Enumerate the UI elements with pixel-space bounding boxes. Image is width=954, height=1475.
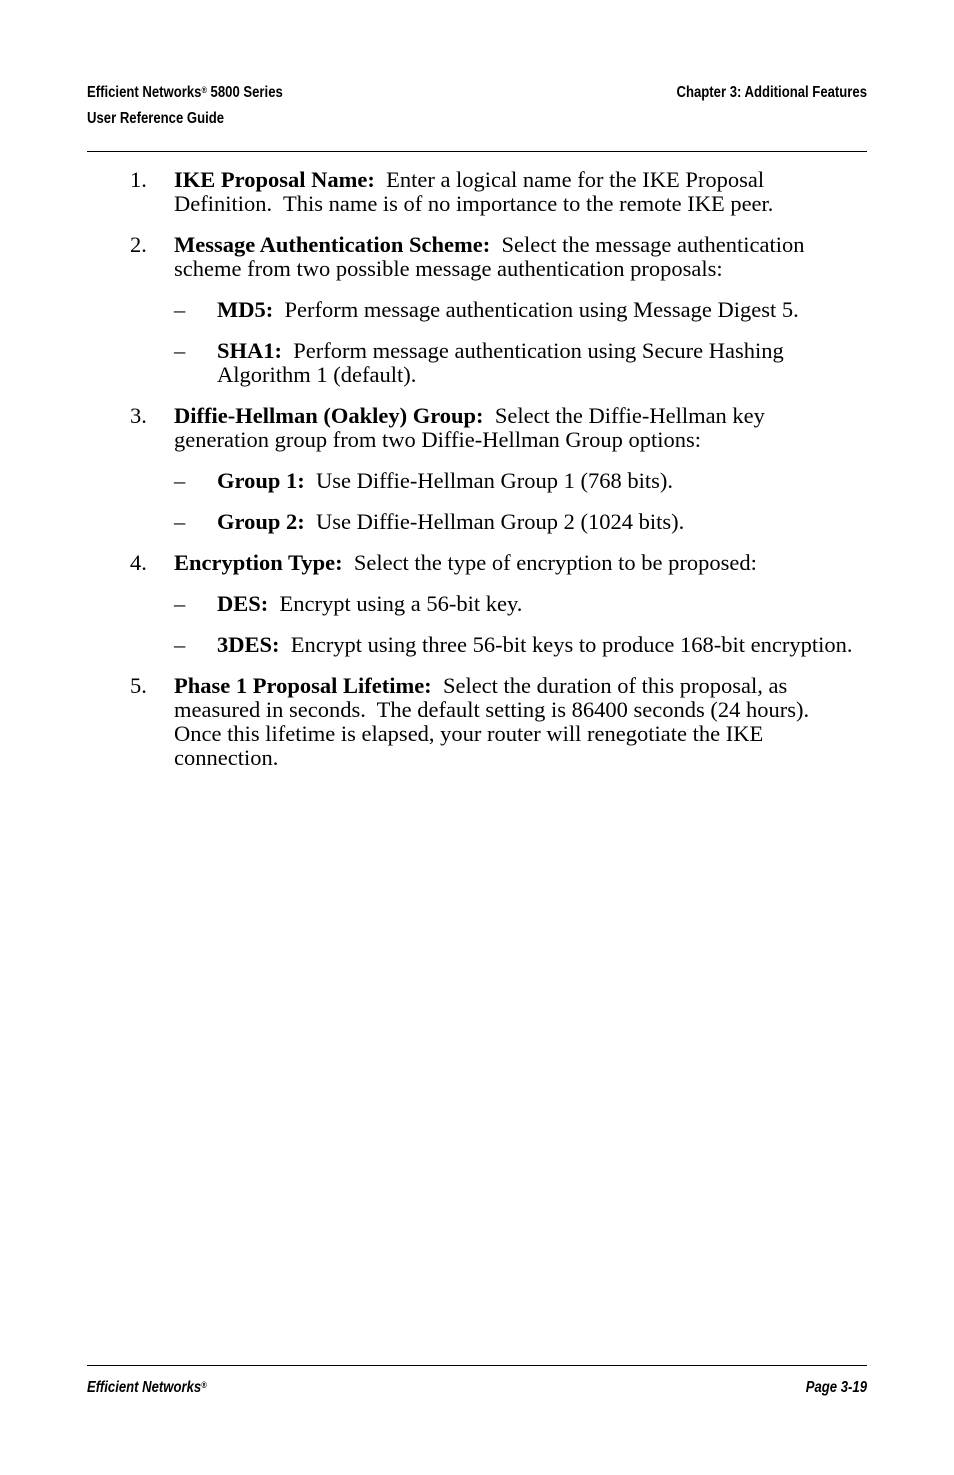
sub-item-group-2	[130, 510, 860, 534]
header-subtitle: User Reference Guide	[87, 110, 225, 127]
footer-brand-block	[87, 1375, 207, 1401]
header-chapter: Chapter 3: Additional Features	[676, 84, 867, 101]
sub-item-text: Perform message authentication using Secure Hashing Algorithm 1 (default).	[217, 338, 789, 387]
item-number: 2.	[130, 232, 147, 257]
footer-brand: Efficient Networks	[87, 1379, 202, 1396]
header-product	[87, 80, 283, 106]
item-text: Enter a logical name for the IKE Proposal Definition. This name is of no importance to the remote IKE peer.	[174, 167, 774, 216]
sub-item-label: MD5:	[217, 297, 274, 322]
header-series: 5800 Series	[206, 84, 283, 101]
header-brand: Efficient Networks	[87, 84, 202, 101]
header-reg-mark: ®	[201, 85, 207, 95]
page-header	[87, 80, 867, 132]
item-label: Diffie-Hellman (Oakley) Group:	[174, 403, 484, 428]
sub-item-label: Group 2:	[217, 509, 305, 534]
sub-item-text: Encrypt using a 56-bit key.	[268, 591, 523, 616]
dash-bullet: –	[174, 297, 186, 322]
list-item-4	[130, 551, 860, 575]
dash-bullet: –	[174, 468, 186, 493]
list-item-3	[130, 404, 860, 452]
sub-item-text: Perform message authentication using Message Digest 5.	[273, 297, 799, 322]
header-row-2	[87, 106, 867, 132]
sub-item-label: SHA1:	[217, 338, 283, 363]
item-number: 5.	[130, 673, 147, 698]
sub-item-label: 3DES:	[217, 632, 280, 657]
dash-bullet: –	[174, 632, 186, 657]
sub-item-text: Use Diffie-Hellman Group 2 (1024 bits).	[304, 509, 685, 534]
sub-item-md5	[130, 298, 860, 322]
sub-item-group-1	[130, 469, 860, 493]
item-number: 3.	[130, 403, 147, 428]
sub-item-sha1	[130, 339, 860, 387]
item-label: Phase 1 Proposal Lifetime:	[174, 673, 432, 698]
list-item-2	[130, 233, 860, 281]
sub-item-des	[130, 592, 860, 616]
list-item-5	[130, 674, 860, 770]
item-number: 4.	[130, 550, 147, 575]
page-footer	[87, 1375, 867, 1401]
header-row-1	[87, 80, 867, 106]
sub-item-3des	[130, 633, 860, 657]
sub-item-text: Use Diffie-Hellman Group 1 (768 bits).	[304, 468, 673, 493]
sub-item-text: Encrypt using three 56-bit keys to produce 168-bit encryption.	[279, 632, 853, 657]
item-number: 1.	[130, 167, 147, 192]
item-label: Message Authentication Scheme:	[174, 232, 491, 257]
main-content	[130, 168, 860, 787]
item-text: Select the Diffie-Hellman key generation group from two Diffie-Hellman Group options:	[174, 403, 771, 452]
item-label: IKE Proposal Name:	[174, 167, 375, 192]
dash-bullet: –	[174, 591, 186, 616]
item-label: Encryption Type:	[174, 550, 343, 575]
item-text: Select the message authentication scheme from two possible message authentication proposals:	[174, 232, 811, 281]
footer-divider	[87, 1365, 867, 1366]
sub-item-label: Group 1:	[217, 468, 305, 493]
sub-item-label: DES:	[217, 591, 269, 616]
dash-bullet: –	[174, 509, 186, 534]
page-number: Page 3-19	[805, 1379, 867, 1396]
item-text: Select the type of encryption to be proposed:	[342, 550, 757, 575]
footer-reg-mark: ®	[201, 1380, 207, 1390]
header-divider	[87, 151, 867, 152]
item-text: Select the duration of this proposal, as measured in seconds. The default setting is 86400 seconds (24 hours). Once this lifetime is elapsed, your router will renegotiate the IKE connection.	[174, 673, 821, 770]
dash-bullet: –	[174, 338, 186, 363]
list-item-1	[130, 168, 860, 216]
